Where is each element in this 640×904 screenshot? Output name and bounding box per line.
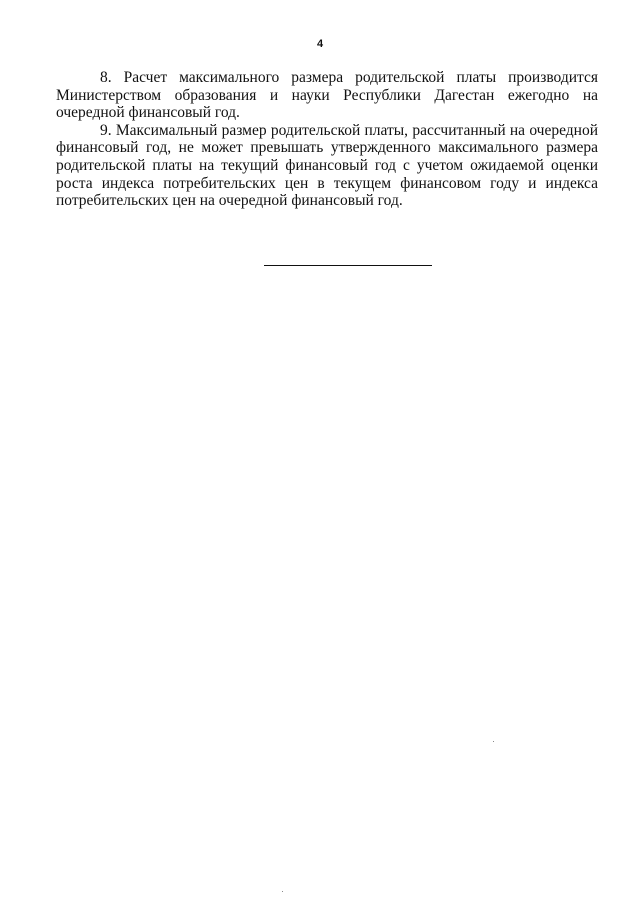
- paragraph-item-9: 9. Максимальный размер родительской платы, рассчитанный на очередной финансовый год, не может превышать утвержденного максимального размера родительской платы на текущий финансовый год с учетом ожидаемой оценки роста индекса потребительских цен в текущем финансовом году и индекса потребительских цен на очередной финансовый год.: [56, 121, 598, 210]
- page-number: 4: [316, 38, 324, 50]
- closing-rule: [264, 265, 432, 266]
- scan-speck: [493, 741, 494, 742]
- paragraph-item-8: 8. Расчет максимального размера родительской платы производится Министерством образования и науки Республики Дагестан ежегодно на очередной финансовый год.: [56, 69, 598, 122]
- scan-speck: [282, 891, 283, 892]
- document-body: [56, 69, 598, 210]
